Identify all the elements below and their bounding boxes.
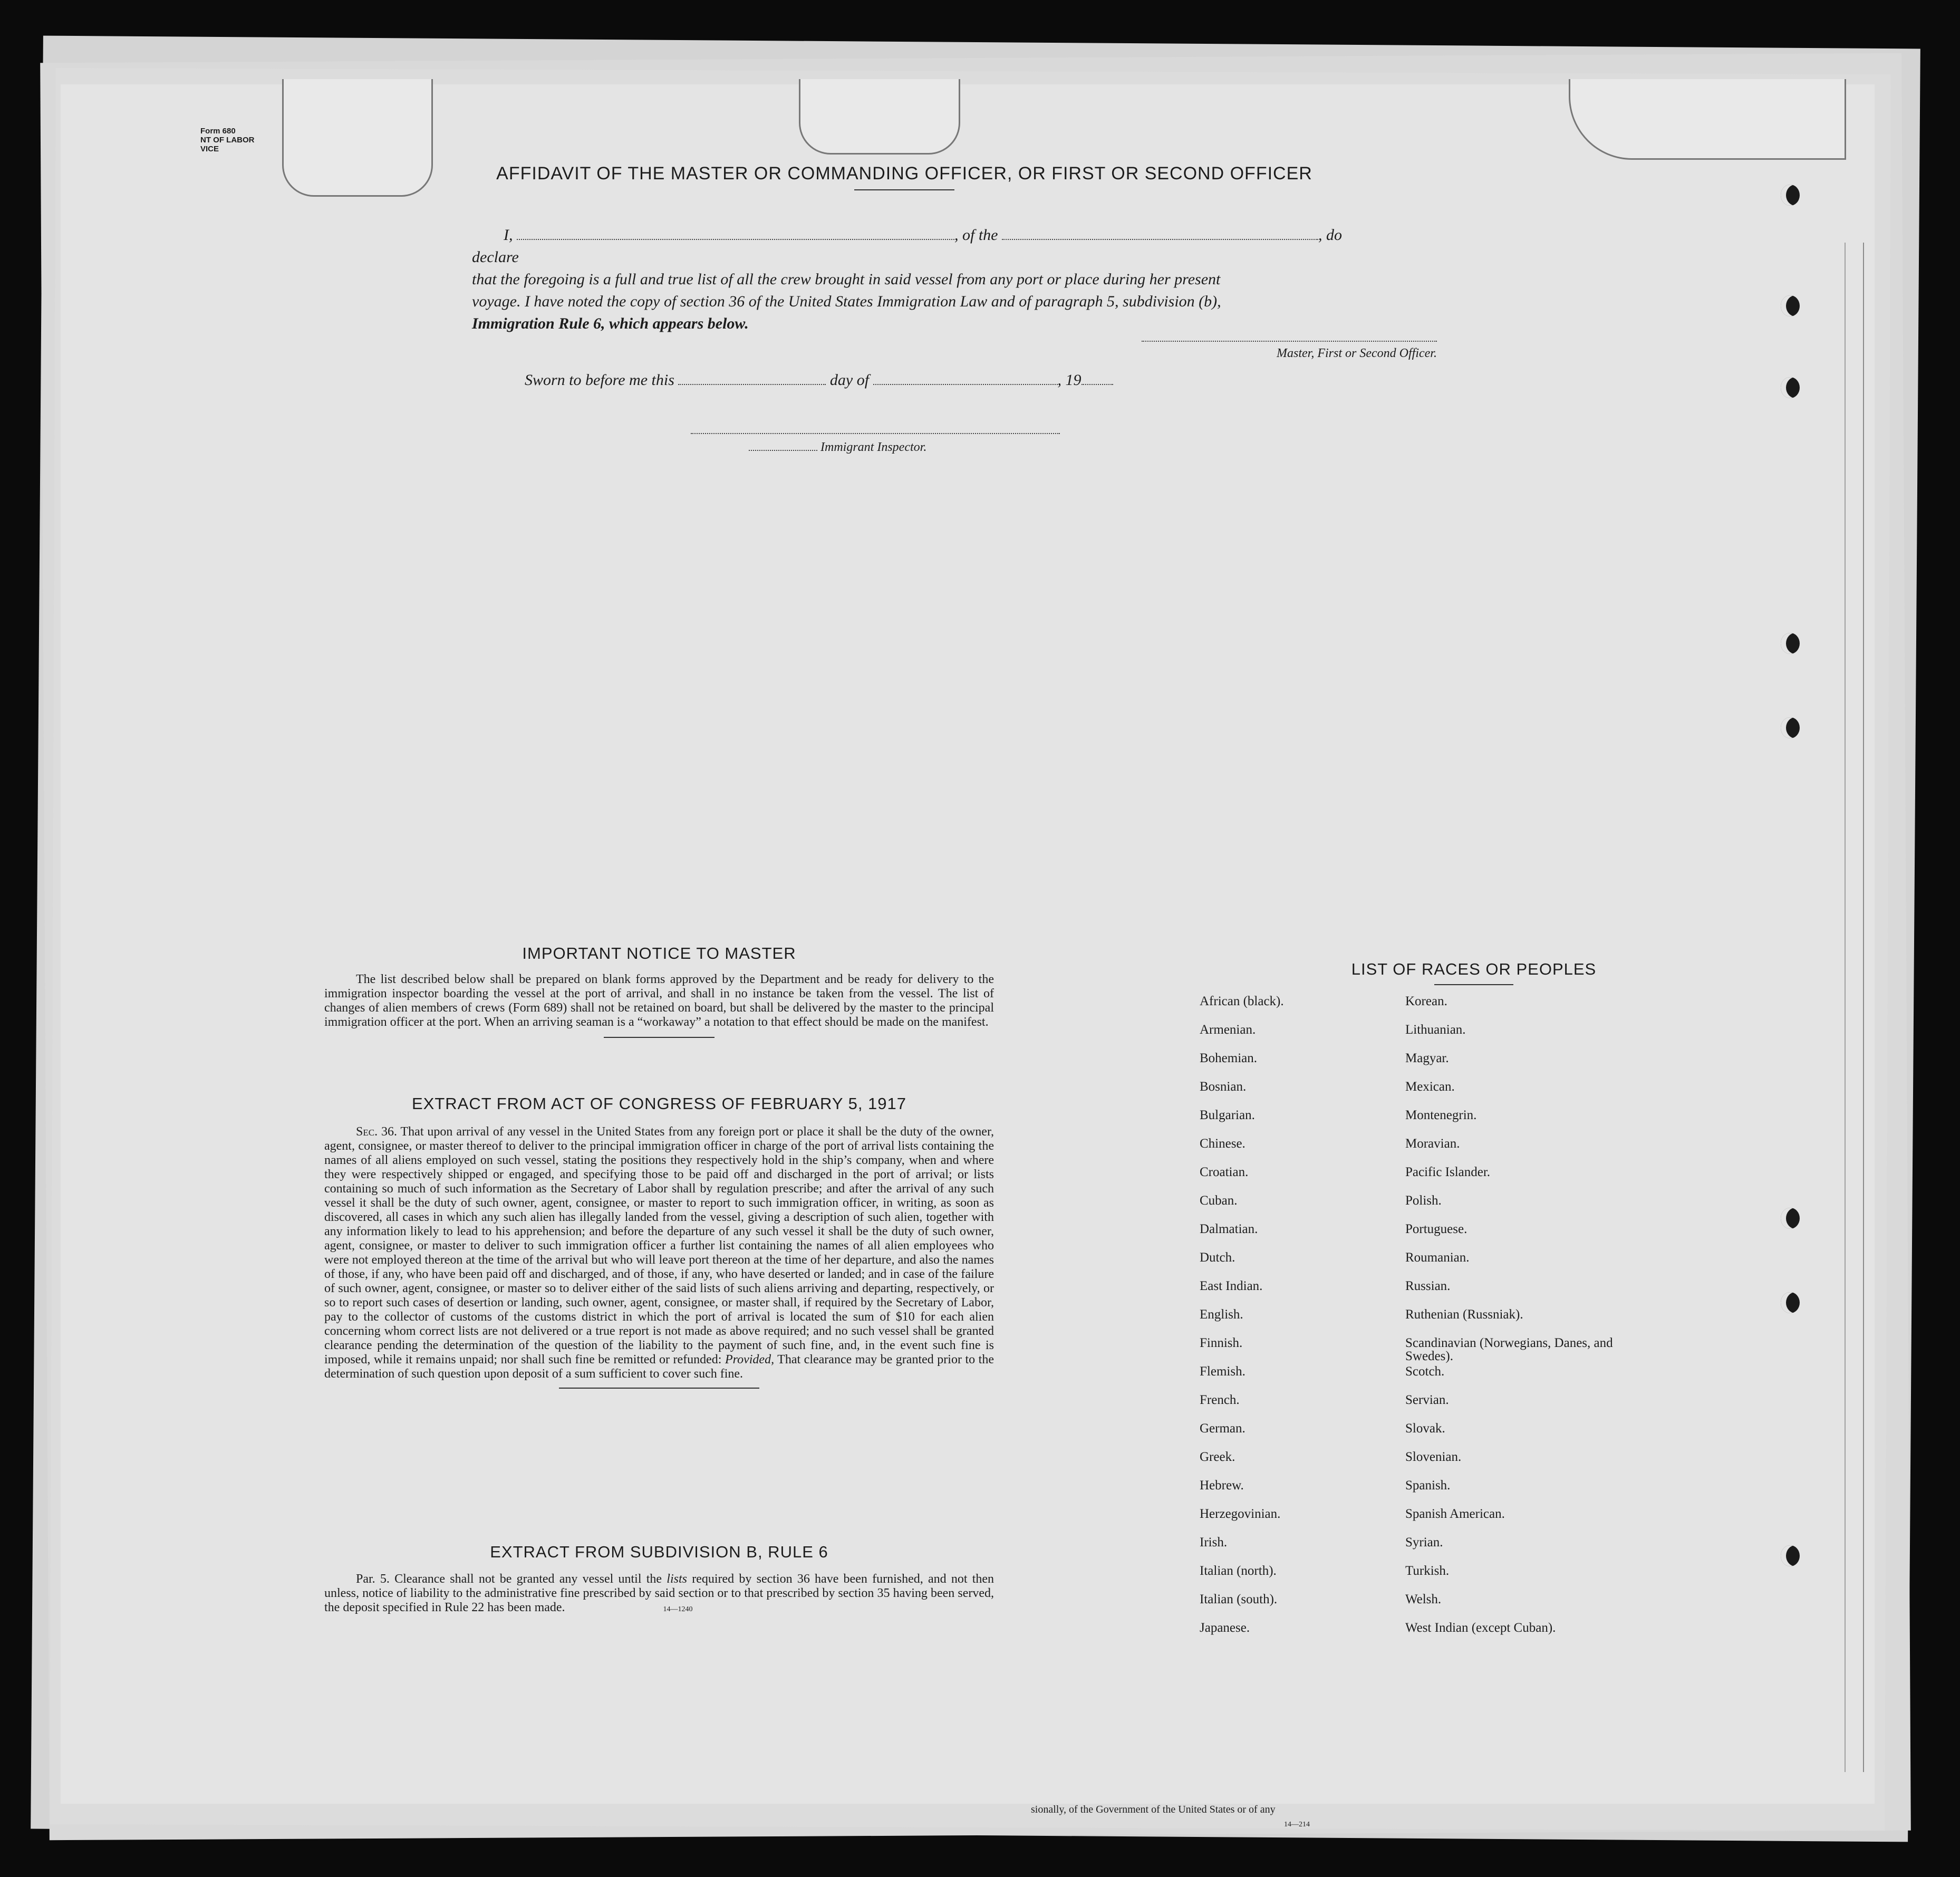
rule-extract-section <box>324 1543 994 1616</box>
inspector-signature-line[interactable] <box>691 428 1060 434</box>
race-item: German. <box>1200 1421 1245 1436</box>
race-item: Dutch. <box>1200 1250 1235 1265</box>
sworn-line <box>525 369 1263 391</box>
form-page <box>61 84 1875 1828</box>
master-signature-line[interactable] <box>1142 335 1437 342</box>
binder-hole <box>1781 295 1800 316</box>
race-item: Magyar. <box>1405 1051 1449 1065</box>
race-item: Japanese. <box>1200 1621 1250 1635</box>
rule-extract-title: EXTRACT FROM SUBDIVISION B, RULE 6 <box>490 1543 828 1561</box>
sworn-day-blank[interactable] <box>678 370 826 385</box>
race-item: Roumanian. <box>1405 1250 1470 1265</box>
binder-hole <box>1781 377 1800 398</box>
race-item: Dalmatian. <box>1200 1222 1258 1236</box>
sworn-day-of: day of <box>829 371 870 389</box>
affidavit-body <box>472 224 1379 335</box>
sworn-month-blank[interactable] <box>873 370 1058 385</box>
vessel-blank[interactable] <box>1002 225 1318 240</box>
race-item: Flemish. <box>1200 1364 1245 1379</box>
affidavit-do-declare: , do declare <box>472 226 1342 266</box>
binder-hole <box>1781 1292 1800 1313</box>
binder-hole <box>1781 185 1800 206</box>
footer-text: sionally, of the Government of the United States or of any <box>1031 1804 1276 1815</box>
race-item: Lithuanian. <box>1405 1023 1466 1037</box>
sworn-year-blank[interactable] <box>1082 370 1113 385</box>
affidavit-line-3: voyage. I have noted the copy of section 36 of the United States Immigration Law and of paragraph 5, subdivision (b), <box>472 293 1221 310</box>
sworn-text: Sworn to before me this <box>525 371 674 389</box>
provided-word: Provided, <box>725 1353 775 1366</box>
paragraph-text-b: required by section 36 have been furnished, and not then unless, notice of liability to the administrative fine prescribed by said section or to that prescribed by section 35 having been served, the deposit specified in Rule 22 has been made. <box>324 1572 995 1614</box>
form-department: NT OF LABOR <box>200 136 255 145</box>
torn-edge <box>1569 79 1846 160</box>
race-item: Bohemian. <box>1200 1051 1258 1065</box>
section-36-text: That upon arrival of any vessel in the United States from any foreign port or place it shall be the duty of the owner, agent, consignee, or master thereof to deliver to the principal immigration officer in charge of the port of arrival lists containing the names of all aliens employed on such vessel, stating the positions they respectively hold in the ship’s company, when and where they were respectively shipped or engaged, and specifying those to be paid off and discharged in the port of arrival; or lists containing so much of such information as the Secretary of Labor shall by regulation prescribe; and after the arrival of any such vessel it shall be the duty of such owner, agent, consignee, or master to report to such immigration officer, in writing, as soon as discovered, all cases in which any such alien has illegally landed from the vessel, giving a description of such alien, together with any information likely to lead to his apprehension; and before the departure of any such vessel it shall be the duty of such owner, agent, consignee, or master to deliver to such immigration officer a further list containing the names of all alien employees who were not employed thereon at the time of the arrival but who will leave port thereon at the time of her departure, and also the names of those, if any, who have been paid off and discharged, and of those, if any, who have deserted or landed; and in case of the failure of such owner, agent, consignee, or master so to deliver either of the said lists of such aliens arriving and departing, respectively, or so to report such cases of desertion or landing, such owner, agent, consignee, or master shall, if required by the Secretary of Labor, pay to the collector of customs of the customs district in which the port of arrival is located the sum of $10 for each alien concerning whom correct lists are not delivered or a true report is not made as above required; and no such vessel shall be granted clearance pending the determination of the question of the liability to the payment of such fine, and, in the event such fine is imposed, while it remains unpaid; nor shall such fine be remitted or refunded: <box>324 1125 994 1366</box>
race-item: Russian. <box>1405 1279 1451 1293</box>
binder-hole <box>1781 633 1800 654</box>
race-item: English. <box>1200 1307 1243 1322</box>
race-item: Italian (south). <box>1200 1592 1278 1606</box>
race-item: Herzegovinian. <box>1200 1507 1281 1521</box>
act-extract-text <box>324 1125 994 1381</box>
paragraph-label: Par. 5. <box>356 1572 390 1586</box>
notice-text: The list described below shall be prepared on blank forms approved by the Department and be ready for delivery to the immigration inspector boarding the vessel at the port of arrival, and shall in no instance be taken from the vessel. The list of changes of alien members of crews (Form 689) shall not be retained on board, but shall be delivered by the master to the principal immigration officer at the port. When an arriving seaman is a “workaway” a notation to that effect should be made on the manifest. <box>324 973 994 1029</box>
affidavit-line-2: that the foregoing is a full and true list of all the crew brought in said vessel from any port or place during her present <box>472 271 1221 288</box>
footer-code: 14—214 <box>1284 1821 1310 1828</box>
race-item: Ruthenian (Russniak). <box>1405 1307 1523 1322</box>
page-edge-line <box>1863 243 1864 1772</box>
name-blank[interactable] <box>517 225 954 240</box>
inspector-name-blank[interactable] <box>749 440 817 451</box>
race-item: African (black). <box>1200 994 1284 1008</box>
notice-rule <box>604 1037 715 1038</box>
race-item: Syrian. <box>1405 1535 1443 1549</box>
lists-word: lists <box>667 1572 687 1586</box>
race-item: Slovenian. <box>1405 1450 1462 1464</box>
race-item: Bulgarian. <box>1200 1108 1255 1122</box>
race-item: Slovak. <box>1405 1421 1445 1436</box>
race-item: Spanish. <box>1405 1478 1451 1493</box>
races-list <box>1200 995 1748 1680</box>
inspector-label-row <box>691 437 1060 458</box>
affidavit-line-4: Immigration Rule 6, which appears below. <box>472 315 749 332</box>
race-item: Scandinavian (Norwegians, Danes, and Swedes). <box>1405 1336 1613 1363</box>
page-edge-line <box>1845 243 1846 1772</box>
affidavit-i: I, <box>504 226 513 244</box>
title-rule <box>854 189 954 190</box>
race-item: Croatian. <box>1200 1165 1249 1179</box>
race-item: Finnish. <box>1200 1336 1243 1350</box>
rule-extract-text <box>324 1572 994 1616</box>
race-item: Italian (north). <box>1200 1564 1277 1578</box>
act-extract-section <box>324 1094 994 1389</box>
races-right-column <box>1405 995 1648 1650</box>
form-service: VICE <box>200 145 219 153</box>
race-item: Montenegrin. <box>1405 1108 1477 1122</box>
race-item: Armenian. <box>1200 1023 1256 1037</box>
master-signature-block <box>1142 335 1437 362</box>
race-item: Scotch. <box>1405 1364 1445 1379</box>
races-rule <box>1434 984 1513 985</box>
notice-title: IMPORTANT NOTICE TO MASTER <box>522 944 796 962</box>
race-item: Polish. <box>1405 1193 1442 1208</box>
inspector-label: Immigrant Inspector. <box>820 440 927 454</box>
act-extract-rule <box>559 1388 759 1389</box>
race-item: Greek. <box>1200 1450 1235 1464</box>
race-item: West Indian (except Cuban). <box>1405 1621 1556 1635</box>
races-left-column <box>1200 995 1400 1650</box>
paragraph-text-a: Clearance shall not be granted any vessel until the <box>394 1572 662 1586</box>
affidavit-section <box>472 163 1337 190</box>
affidavit-line-1 <box>472 224 1379 268</box>
race-item: Servian. <box>1405 1393 1449 1407</box>
race-item: Hebrew. <box>1200 1478 1244 1493</box>
races-title: LIST OF RACES OR PEOPLES <box>1351 960 1597 978</box>
affidavit-title: AFFIDAVIT OF THE MASTER OR COMMANDING OFFICER, OR FIRST OR SECOND OFFICER <box>496 163 1312 184</box>
notice-section <box>324 944 994 1038</box>
inspector-signature-block <box>691 427 1060 458</box>
act-extract-title: EXTRACT FROM ACT OF CONGRESS OF FEBRUARY 5, 1917 <box>411 1094 907 1113</box>
binder-hole <box>1781 717 1800 738</box>
race-item: Cuban. <box>1200 1193 1238 1208</box>
race-item: Portuguese. <box>1405 1222 1467 1236</box>
footer-line <box>1031 1804 1276 1816</box>
race-item: Turkish. <box>1405 1564 1450 1578</box>
race-item: East Indian. <box>1200 1279 1263 1293</box>
race-item: Spanish American. <box>1405 1507 1505 1521</box>
form-number: Form 680 <box>200 127 236 136</box>
race-item: Mexican. <box>1405 1080 1455 1094</box>
binder-hole <box>1781 1545 1800 1566</box>
section-label: Sec. 36. <box>356 1125 398 1139</box>
race-item: Bosnian. <box>1200 1080 1247 1094</box>
race-item: Moravian. <box>1405 1137 1460 1151</box>
race-item: French. <box>1200 1393 1240 1407</box>
race-item: Korean. <box>1405 994 1447 1008</box>
races-section <box>1200 960 1748 1680</box>
affidavit-of-the: , of the <box>954 226 998 244</box>
sworn-year: , 19 <box>1057 371 1082 389</box>
torn-edge <box>799 79 960 155</box>
master-signature-label: Master, First or Second Officer. <box>1277 346 1437 360</box>
race-item: Welsh. <box>1405 1592 1442 1606</box>
race-item: Pacific Islander. <box>1405 1165 1491 1179</box>
race-item: Irish. <box>1200 1535 1228 1549</box>
torn-corner <box>282 79 433 197</box>
form-number-stamp <box>200 127 255 153</box>
section-36-text-end: That clearance may be granted prior to the determination of such question upon deposit of a sum sufficient to cover such fine. <box>324 1353 994 1381</box>
binder-hole <box>1781 1208 1800 1229</box>
print-code: 14—1240 <box>663 1605 693 1613</box>
race-item: Chinese. <box>1200 1137 1245 1151</box>
